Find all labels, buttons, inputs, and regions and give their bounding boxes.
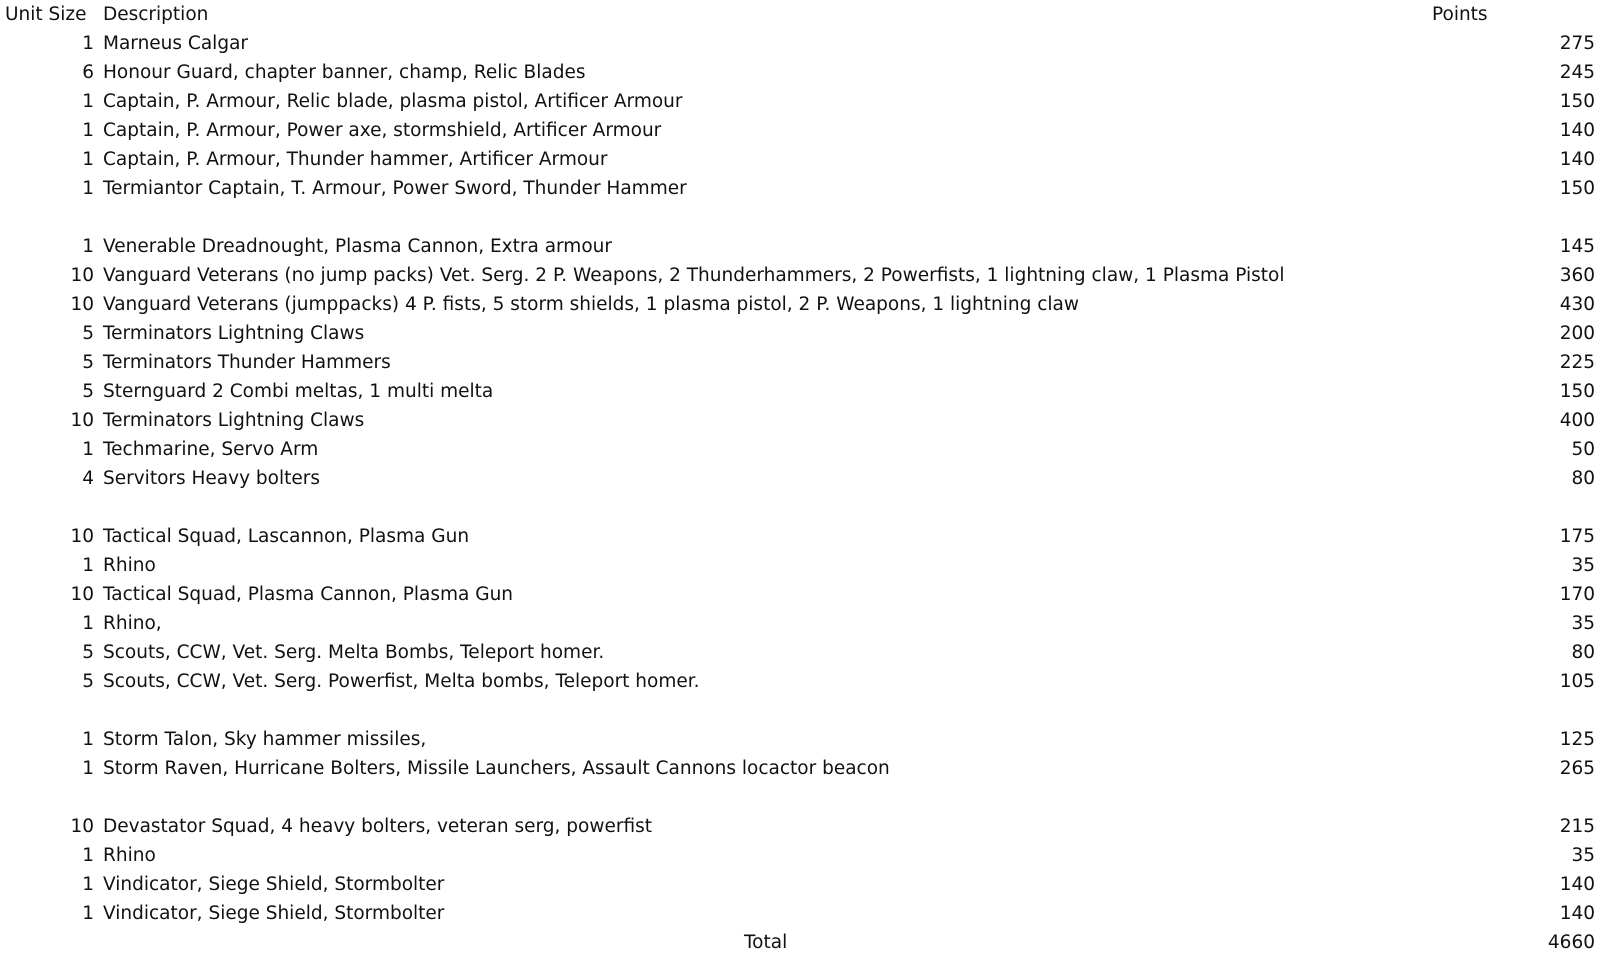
unit-size-cell: 5 (82, 323, 94, 344)
table-row (0, 899, 1600, 928)
points-cell: 170 (1559, 584, 1595, 605)
description-cell: Rhino (103, 845, 156, 866)
points-cell: 265 (1559, 758, 1595, 779)
unit-size-cell: 1 (82, 555, 94, 576)
unit-size-cell: 4 (82, 468, 94, 489)
unit-size-cell: 5 (82, 352, 94, 373)
unit-size-cell: 10 (70, 526, 94, 547)
unit-size-cell: 6 (82, 62, 94, 83)
total-value: 4660 (1547, 932, 1595, 953)
unit-size-cell: 1 (82, 903, 94, 924)
description-cell: Termiantor Captain, T. Armour, Power Sword, Thunder Hammer (103, 178, 687, 199)
description-cell: Vanguard Veterans (no jump packs) Vet. Serg. 2 P. Weapons, 2 Thunderhammers, 2 Powerfists, 1 lightning claw, 1 Plasma Pistol (103, 265, 1285, 286)
total-label: Total (744, 932, 788, 953)
unit-size-cell: 10 (70, 816, 94, 837)
description-cell: Storm Raven, Hurricane Bolters, Missile Launchers, Assault Cannons locactor beacon (103, 758, 890, 779)
unit-size-cell: 1 (82, 845, 94, 866)
description-cell: Storm Talon, Sky hammer missiles, (103, 729, 427, 750)
points-cell: 140 (1559, 120, 1595, 141)
points-header: Points (1432, 4, 1488, 25)
description-header: Description (103, 4, 209, 25)
description-cell: Venerable Dreadnought, Plasma Cannon, Extra armour (103, 236, 612, 257)
points-cell: 80 (1571, 642, 1595, 663)
points-cell: 175 (1559, 526, 1595, 547)
table-row (0, 435, 1600, 464)
unit-size-cell: 1 (82, 729, 94, 750)
points-cell: 140 (1559, 874, 1595, 895)
table-row (0, 522, 1600, 551)
points-cell: 430 (1559, 294, 1595, 315)
points-cell: 275 (1559, 33, 1595, 54)
table-row (0, 261, 1600, 290)
table-row (0, 754, 1600, 783)
unit-size-cell: 5 (82, 671, 94, 692)
description-cell: Rhino, (103, 613, 162, 634)
description-cell: Techmarine, Servo Arm (103, 439, 319, 460)
description-cell: Vindicator, Siege Shield, Stormbolter (103, 874, 445, 895)
description-cell: Captain, P. Armour, Power axe, stormshield, Artificer Armour (103, 120, 662, 141)
description-cell: Rhino (103, 555, 156, 576)
description-cell: Vanguard Veterans (jumppacks) 4 P. fists, 5 storm shields, 1 plasma pistol, 2 P. Weapons, 1 lightning claw (103, 294, 1079, 315)
table-row (0, 348, 1600, 377)
table-row (0, 667, 1600, 696)
description-cell: Terminators Lightning Claws (103, 410, 365, 431)
unit-size-header: Unit Size (5, 4, 87, 25)
points-cell: 200 (1559, 323, 1595, 344)
unit-size-cell: 5 (82, 381, 94, 402)
description-cell: Terminators Thunder Hammers (103, 352, 391, 373)
points-cell: 150 (1559, 178, 1595, 199)
unit-rows (0, 29, 1600, 928)
table-row (0, 725, 1600, 754)
unit-size-cell: 10 (70, 410, 94, 431)
table-row (0, 609, 1600, 638)
description-cell: Captain, P. Armour, Thunder hammer, Artificer Armour (103, 149, 608, 170)
description-cell: Honour Guard, chapter banner, champ, Relic Blades (103, 62, 586, 83)
table-row (0, 290, 1600, 319)
description-cell: Tactical Squad, Lascannon, Plasma Gun (103, 526, 470, 547)
points-cell: 150 (1559, 91, 1595, 112)
description-cell: Marneus Calgar (103, 33, 249, 54)
table-row (0, 145, 1600, 174)
table-row (0, 87, 1600, 116)
unit-size-cell: 1 (82, 33, 94, 54)
points-cell: 360 (1559, 265, 1595, 286)
table-row (0, 29, 1600, 58)
spacer-row (0, 493, 1600, 522)
unit-size-cell: 1 (82, 149, 94, 170)
unit-size-cell: 10 (70, 294, 94, 315)
unit-size-cell: 10 (70, 584, 94, 605)
table-row (0, 841, 1600, 870)
points-cell: 400 (1559, 410, 1595, 431)
description-cell: Tactical Squad, Plasma Cannon, Plasma Gun (103, 584, 514, 605)
points-cell: 225 (1559, 352, 1595, 373)
description-cell: Scouts, CCW, Vet. Serg. Powerfist, Melta bombs, Teleport homer. (103, 671, 700, 692)
unit-size-cell: 1 (82, 236, 94, 257)
unit-size-cell: 10 (70, 265, 94, 286)
table-row (0, 870, 1600, 899)
unit-size-cell: 1 (82, 613, 94, 634)
points-cell: 35 (1571, 555, 1595, 576)
table-row (0, 319, 1600, 348)
unit-size-cell: 1 (82, 178, 94, 199)
description-cell: Devastator Squad, 4 heavy bolters, veteran serg, powerfist (103, 816, 653, 837)
description-cell: Scouts, CCW, Vet. Serg. Melta Bombs, Teleport homer. (103, 642, 605, 663)
unit-size-cell: 5 (82, 642, 94, 663)
table-row (0, 116, 1600, 145)
points-cell: 245 (1559, 62, 1595, 83)
table-row (0, 58, 1600, 87)
points-cell: 105 (1559, 671, 1595, 692)
spacer-row (0, 203, 1600, 232)
description-cell: Servitors Heavy bolters (103, 468, 321, 489)
points-cell: 35 (1571, 845, 1595, 866)
unit-size-cell: 1 (82, 91, 94, 112)
points-cell: 215 (1559, 816, 1595, 837)
table-row (0, 551, 1600, 580)
spacer-row (0, 783, 1600, 812)
table-row (0, 580, 1600, 609)
points-cell: 50 (1571, 439, 1595, 460)
points-cell: 140 (1559, 149, 1595, 170)
points-cell: 35 (1571, 613, 1595, 634)
table-row (0, 812, 1600, 841)
table-row (0, 464, 1600, 493)
unit-size-cell: 1 (82, 874, 94, 895)
description-cell: Sternguard 2 Combi meltas, 1 multi melta (103, 381, 494, 402)
table-row (0, 406, 1600, 435)
unit-size-cell: 1 (82, 120, 94, 141)
total-row (0, 928, 1600, 957)
description-cell: Captain, P. Armour, Relic blade, plasma pistol, Artificer Armour (103, 91, 683, 112)
points-cell: 80 (1571, 468, 1595, 489)
unit-size-cell: 1 (82, 439, 94, 460)
points-cell: 125 (1559, 729, 1595, 750)
points-cell: 150 (1559, 381, 1595, 402)
description-cell: Vindicator, Siege Shield, Stormbolter (103, 903, 445, 924)
table-row (0, 174, 1600, 203)
description-cell: Terminators Lightning Claws (103, 323, 365, 344)
table-row (0, 638, 1600, 667)
table-row (0, 377, 1600, 406)
header-row (0, 0, 1600, 29)
table-row (0, 232, 1600, 261)
points-cell: 145 (1559, 236, 1595, 257)
spacer-row (0, 696, 1600, 725)
points-cell: 140 (1559, 903, 1595, 924)
unit-size-cell: 1 (82, 758, 94, 779)
